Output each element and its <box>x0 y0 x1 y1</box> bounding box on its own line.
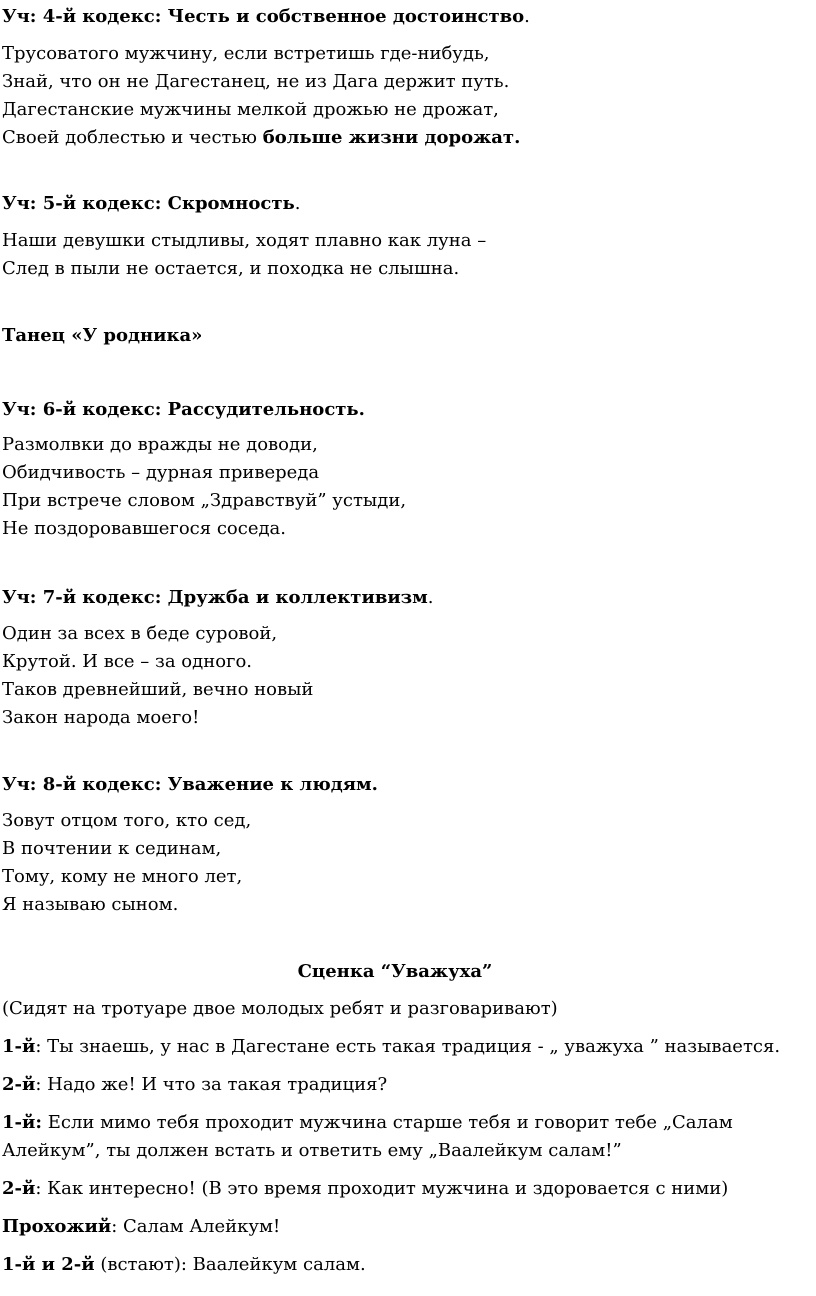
dialog-turn <box>2 1109 788 1165</box>
poem-line: Размолвки до вражды не доводи, <box>2 434 318 455</box>
scene-section <box>2 958 788 1279</box>
poem-line: Один за всех в беде суровой, <box>2 623 278 644</box>
speaker-name: 1-й и 2-й <box>2 1254 95 1275</box>
poem-line: В почтении к сединам, <box>2 838 222 859</box>
poem-line: Дагестанские мужчины мелкой дрожью не дрожат, <box>2 99 499 120</box>
poem-line: При встрече словом „Здравствуй” устыди, <box>2 490 407 511</box>
dance-section <box>2 322 796 349</box>
code-6-poem <box>2 431 796 543</box>
poem-line: След в пыли не остается, и походка не слышна. <box>2 258 460 279</box>
poem-line: Зовут отцом того, кто сед, <box>2 810 252 831</box>
dialog-turn: Прохожий: Салам Алейкум! <box>2 1216 281 1237</box>
dialog-text: (встают): Ваалейкум салам. <box>100 1254 366 1275</box>
code-8-heading: Уч: 8-й кодекс: Уважение к людям. <box>2 774 378 795</box>
poem-line: Трусоватого мужчину, если встретишь где-нибудь, <box>2 43 490 64</box>
poem-line: Тому, кому не много лет, <box>2 866 243 887</box>
poem-line: Таков древнейший, вечно новый <box>2 679 314 700</box>
poem-line: Обидчивость – дурная привереда <box>2 462 320 483</box>
code-7-heading: Уч: 7-й кодекс: Дружба и коллективизм. <box>2 587 434 608</box>
code-8-section <box>2 771 796 919</box>
dialog-text: Надо же! И что за такая традиция? <box>47 1074 388 1095</box>
poem-line: Наши девушки стыдливы, ходят плавно как луна – <box>2 230 487 251</box>
poem-line: Закон народа моего! <box>2 707 200 728</box>
code-4-section <box>2 3 796 152</box>
code-6-section <box>2 396 796 543</box>
code-5-poem <box>2 227 796 283</box>
speaker-name: 2-й <box>2 1178 36 1199</box>
speaker-name: 1-й: <box>2 1112 42 1133</box>
dialog-text: Как интересно! (В это время проходит мужчина и здоровается с ними) <box>47 1178 729 1199</box>
poem-line: Я называю сыном. <box>2 894 179 915</box>
dialog-text: Если мимо тебя проходит мужчина старше тебя и говорит тебе „Салам Алейкум”, ты должен встать и ответить ему „Ваалейкум салам!” <box>2 1112 733 1161</box>
speaker-name: 1-й <box>2 1036 36 1057</box>
scene-title: Сценка “Уважуха” <box>297 961 493 982</box>
code-4-poem <box>2 40 796 152</box>
dialog-turn: 2-й: Надо же! И что за такая традиция? <box>2 1074 388 1095</box>
speaker-name: 2-й <box>2 1074 36 1095</box>
poem-line: Не поздоровавшегося соседа. <box>2 518 287 539</box>
code-6-heading: Уч: 6-й кодекс: Рассудительность. <box>2 399 365 420</box>
dance-heading: Танец «У родника» <box>2 325 203 346</box>
dialog-turn: 1-й: Ты знаешь, у нас в Дагестане есть такая традиция - „ уважуха ” называется. <box>2 1036 781 1057</box>
dialog-text: Ты знаешь, у нас в Дагестане есть такая традиция - „ уважуха ” называется. <box>47 1036 781 1057</box>
poem-line: Своей доблестью и честью больше жизни дорожат. <box>2 127 521 148</box>
poem-line: Знай, что он не Дагестанец, не из Дага держит путь. <box>2 71 510 92</box>
code-7-poem <box>2 620 796 732</box>
code-7-section <box>2 584 796 732</box>
stage-direction: (Сидят на тротуаре двое молодых ребят и разговаривают) <box>2 998 558 1019</box>
dialog-text: Салам Алейкум! <box>123 1216 281 1237</box>
dialog-turn <box>2 1251 788 1279</box>
code-4-heading: Уч: 4-й кодекс: Честь и собственное достоинство. <box>2 6 530 27</box>
speaker-name: Прохожий <box>2 1216 112 1237</box>
scene-dialog <box>2 995 788 1279</box>
code-5-section <box>2 190 796 283</box>
poem-line: Крутой. И все – за одного. <box>2 651 253 672</box>
code-5-heading: Уч: 5-й кодекс: Скромность. <box>2 193 301 214</box>
dialog-turn: 2-й: Как интересно! (В это время проходит мужчина и здоровается с ними) <box>2 1178 729 1199</box>
code-8-poem <box>2 807 796 919</box>
